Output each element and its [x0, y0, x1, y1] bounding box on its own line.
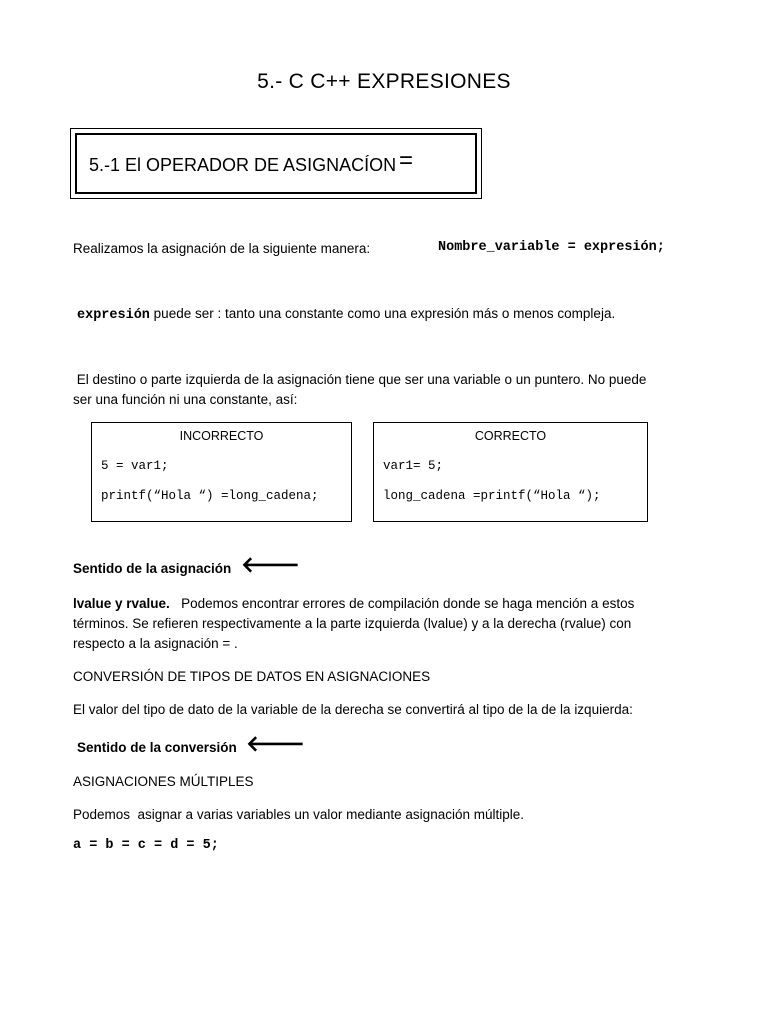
lvalue-text: Podemos encontrar errores de compilación donde se haga mención a estos: [169, 596, 635, 611]
expresion-paragraph: [77, 304, 615, 326]
intro-text: Realizamos la asignación de la siguiente manera:: [73, 241, 371, 256]
section-heading-box: [70, 128, 482, 199]
expresion-text: puede ser : tanto una constante como una expresión más o menos compleja.: [149, 306, 616, 321]
sentido-conversion-label: Sentido de la conversión: [77, 740, 237, 755]
section-heading: 5.-1 El OPERADOR DE ASIGNACÍON: [89, 155, 397, 175]
lvalue-term: lvalue y rvalue.: [73, 596, 170, 611]
page-title: 5.- C C++ EXPRESIONES: [257, 70, 511, 93]
sentido-asignacion-label: Sentido de la asignación: [73, 561, 232, 576]
lvalue-line-3: respecto a la asignación = .: [73, 636, 238, 651]
correct-box: [373, 422, 648, 522]
intro-code: Nombre_variable = expresión;: [438, 240, 665, 255]
conversion-heading: CONVERSIÓN DE TIPOS DE DATOS EN ASIGNACIONES: [73, 669, 431, 684]
expresion-keyword: expresión: [77, 308, 150, 323]
lvalue-line-1: [73, 594, 634, 614]
correct-line: long_cadena =printf(“Hola “);: [383, 489, 601, 503]
assignment-symbol: =: [399, 147, 414, 174]
incorrect-line: 5 = var1;: [101, 459, 169, 473]
destino-line-2: ser una función ni una constante, así:: [73, 392, 298, 407]
multiples-code: a = b = c = d = 5;: [73, 838, 219, 853]
destino-line-1: El destino o parte izquierda de la asignación tiene que ser una variable o un puntero. No puede: [73, 372, 647, 387]
lvalue-line-2: términos. Se refieren respectivamente a la parte izquierda (lvalue) y a la derecha (rvalue) con: [73, 616, 632, 631]
incorrect-header: INCORRECTO: [179, 429, 264, 443]
correct-line: var1= 5;: [383, 459, 444, 473]
correct-header: CORRECTO: [474, 429, 547, 443]
multiples-heading: ASIGNACIONES MÚLTIPLES: [73, 774, 254, 789]
left-arrow-icon: 🡐: [241, 552, 300, 577]
conversion-text: El valor del tipo de dato de la variable de la derecha se convertirá al tipo de la de la izquierda:: [73, 702, 633, 717]
left-arrow-icon: 🡐: [246, 731, 305, 756]
incorrect-line: printf(“Hola “) =long_cadena;: [101, 489, 319, 503]
incorrect-box: [91, 422, 352, 522]
multiples-text: Podemos asignar a varias variables un valor mediante asignación múltiple.: [73, 807, 524, 822]
